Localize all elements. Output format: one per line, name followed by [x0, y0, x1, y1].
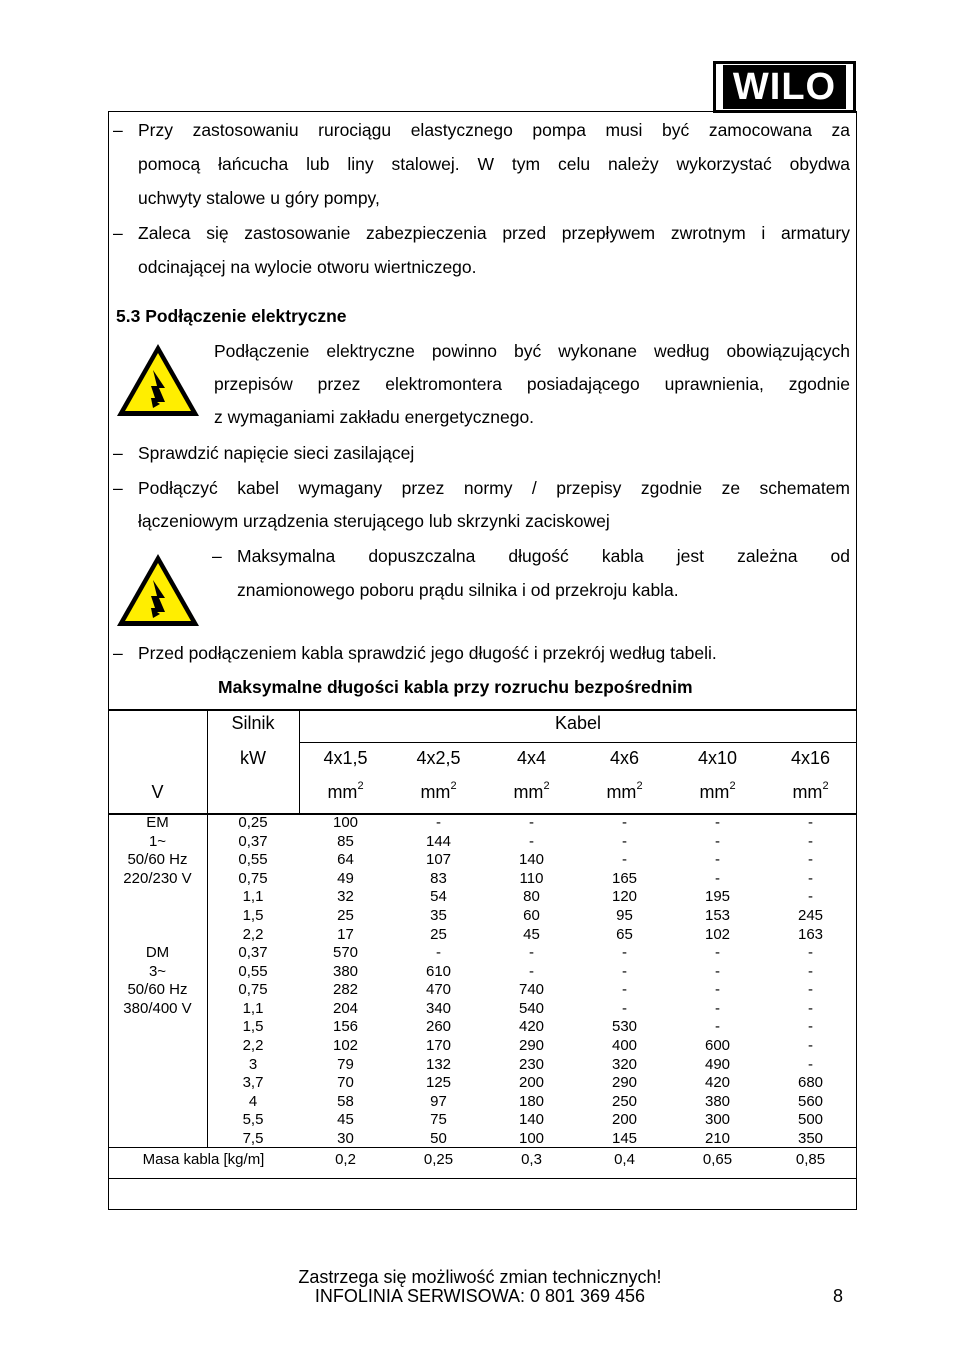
mass-label: Masa kabla [kg/m] — [142, 1151, 265, 1168]
cable-size-header: 4x4 — [516, 748, 547, 768]
dash-bullet: – — [113, 478, 123, 498]
bullet-line: odcinającej na wylocie otworu wiertniczego. — [138, 257, 477, 277]
bullet-line: uchwyty stalowe u góry pompy, — [138, 188, 380, 208]
dash-bullet: – — [113, 643, 123, 663]
power-kw-column: 0,37 0,55 0,75 1,1 1,5 2,2 3 3,7 4 5,5 7,5 — [238, 944, 268, 1147]
header-silnik: Silnik — [231, 713, 275, 733]
bullet-line: pomocą łańcucha lub liny stalowej. W tym celu należy wykorzystać obydwa — [138, 154, 850, 174]
unit-mm2: $mm^2$ — [420, 780, 457, 802]
dash-bullet: – — [113, 443, 123, 463]
header-v: V — [151, 782, 164, 802]
unit-mm2: $mm^2$ — [513, 780, 550, 802]
table-title: Maksymalne długości kabla przy rozruchu bezpośrednim — [218, 677, 693, 697]
warning-text-line: przepisów przez elektromontera posiadającego uprawnienia, zgodnie — [214, 374, 850, 394]
bullet-connect-line: łączeniowym urządzenia sterującego lub skrzynki zaciskowej — [138, 511, 610, 531]
kabel-header-rule — [299, 742, 857, 743]
dash-bullet: – — [113, 120, 123, 140]
mass-value: 0,85 — [795, 1151, 826, 1168]
bullet-check: Przed podłączeniem kabla sprawdzić jego długość i przekrój według tabeli. — [138, 643, 717, 663]
mass-value: 0,2 — [335, 1151, 356, 1168]
cable-size-header: 4x10 — [697, 748, 738, 768]
header-kw: kW — [240, 748, 266, 768]
cable-size-header: 4x6 — [609, 748, 640, 768]
cable-size-header: 4x1,5 — [323, 748, 368, 768]
bullet-connect-line: Podłączyć kabel wymagany przez normy / przepisy zgodnie ze schematem — [138, 478, 850, 498]
dash-bullet: – — [212, 546, 222, 566]
high-voltage-warning-icon — [113, 550, 203, 630]
mass-value: 0,4 — [614, 1151, 635, 1168]
cable-length-column: - - - - - - - 680 560 500 350 — [797, 944, 824, 1147]
footer-hotline: INFOLINIA SERWISOWA: 0 801 369 456 — [314, 1286, 646, 1306]
unit-mm2: $mm^2$ — [699, 780, 736, 802]
unit-mm2: $mm^2$ — [327, 780, 364, 802]
cable-length-column: - - - - 195 153 102 — [704, 814, 731, 943]
mass-value: 0,25 — [423, 1151, 454, 1168]
high-voltage-warning-icon — [113, 340, 203, 420]
power-kw-column: 0,25 0,37 0,55 0,75 1,1 1,5 2,2 — [238, 814, 268, 943]
cable-length-column: - - - - - 245 163 — [797, 814, 824, 943]
mass-value: 0,3 — [521, 1151, 542, 1168]
cable-size-header: 4x2,5 — [416, 748, 461, 768]
wilo-logo — [713, 61, 856, 113]
mass-value: 0,65 — [702, 1151, 733, 1168]
sub-bullet-line: znamionowego poboru prądu silnika i od przekroju kabla. — [237, 580, 679, 600]
cable-length-column: 570 380 282 204 156 102 79 70 58 45 30 — [332, 944, 359, 1147]
motor-group-label: DM 3~ 50/60 Hz 380/400 V — [123, 944, 192, 1017]
cable-length-column: - - 740 540 420 290 230 200 180 140 100 — [518, 944, 545, 1147]
bullet-line: Zaleca się zastosowanie zabezpieczenia przed przepływem zwrotnym i armatury — [138, 223, 850, 243]
table-top-rule — [108, 709, 857, 711]
footer-notice: Zastrzega się możliwość zmian technicznych! — [298, 1267, 662, 1287]
warning-text-line: Podłączenie elektryczne powinno być wykonane według obowiązujących — [214, 341, 850, 361]
bullet-line: Przy zastosowaniu rurociągu elastycznego pompa musi być zamocowana za — [138, 120, 850, 140]
cable-length-column: - - 140 110 80 60 45 — [518, 814, 545, 943]
bullet-voltage: Sprawdzić napięcie sieci zasilającej — [138, 443, 415, 463]
motor-group-label: EM 1~ 50/60 Hz 220/230 V — [123, 814, 192, 887]
logo-text: WILO — [723, 65, 846, 109]
header-kabel: Kabel — [554, 713, 602, 733]
cable-length-column: - - - - 530 400 320 290 250 200 145 — [611, 944, 638, 1147]
cable-length-column: 100 85 64 49 32 25 17 — [332, 814, 359, 943]
section-heading: 5.3 Podłączenie elektryczne — [116, 306, 347, 326]
sub-bullet-line: Maksymalna dopuszczalna długość kabla jest zależna od — [237, 546, 850, 566]
cable-length-column: - - - - - 600 490 420 380 300 210 — [704, 944, 731, 1147]
cable-size-header: 4x16 — [790, 748, 831, 768]
cable-length-column: - - - 165 120 95 65 — [611, 814, 638, 943]
table-bottom-rule — [108, 1178, 857, 1179]
unit-mm2: $mm^2$ — [792, 780, 829, 802]
warning-text-line: z wymaganiami zakładu energetycznego. — [214, 407, 535, 427]
dash-bullet: – — [113, 223, 123, 243]
cable-length-column: - 144 107 83 54 35 25 — [425, 814, 452, 943]
cable-length-column: - 610 470 340 260 170 132 125 97 75 50 — [425, 944, 452, 1147]
unit-mm2: $mm^2$ — [606, 780, 643, 802]
page-number: 8 — [832, 1286, 843, 1306]
